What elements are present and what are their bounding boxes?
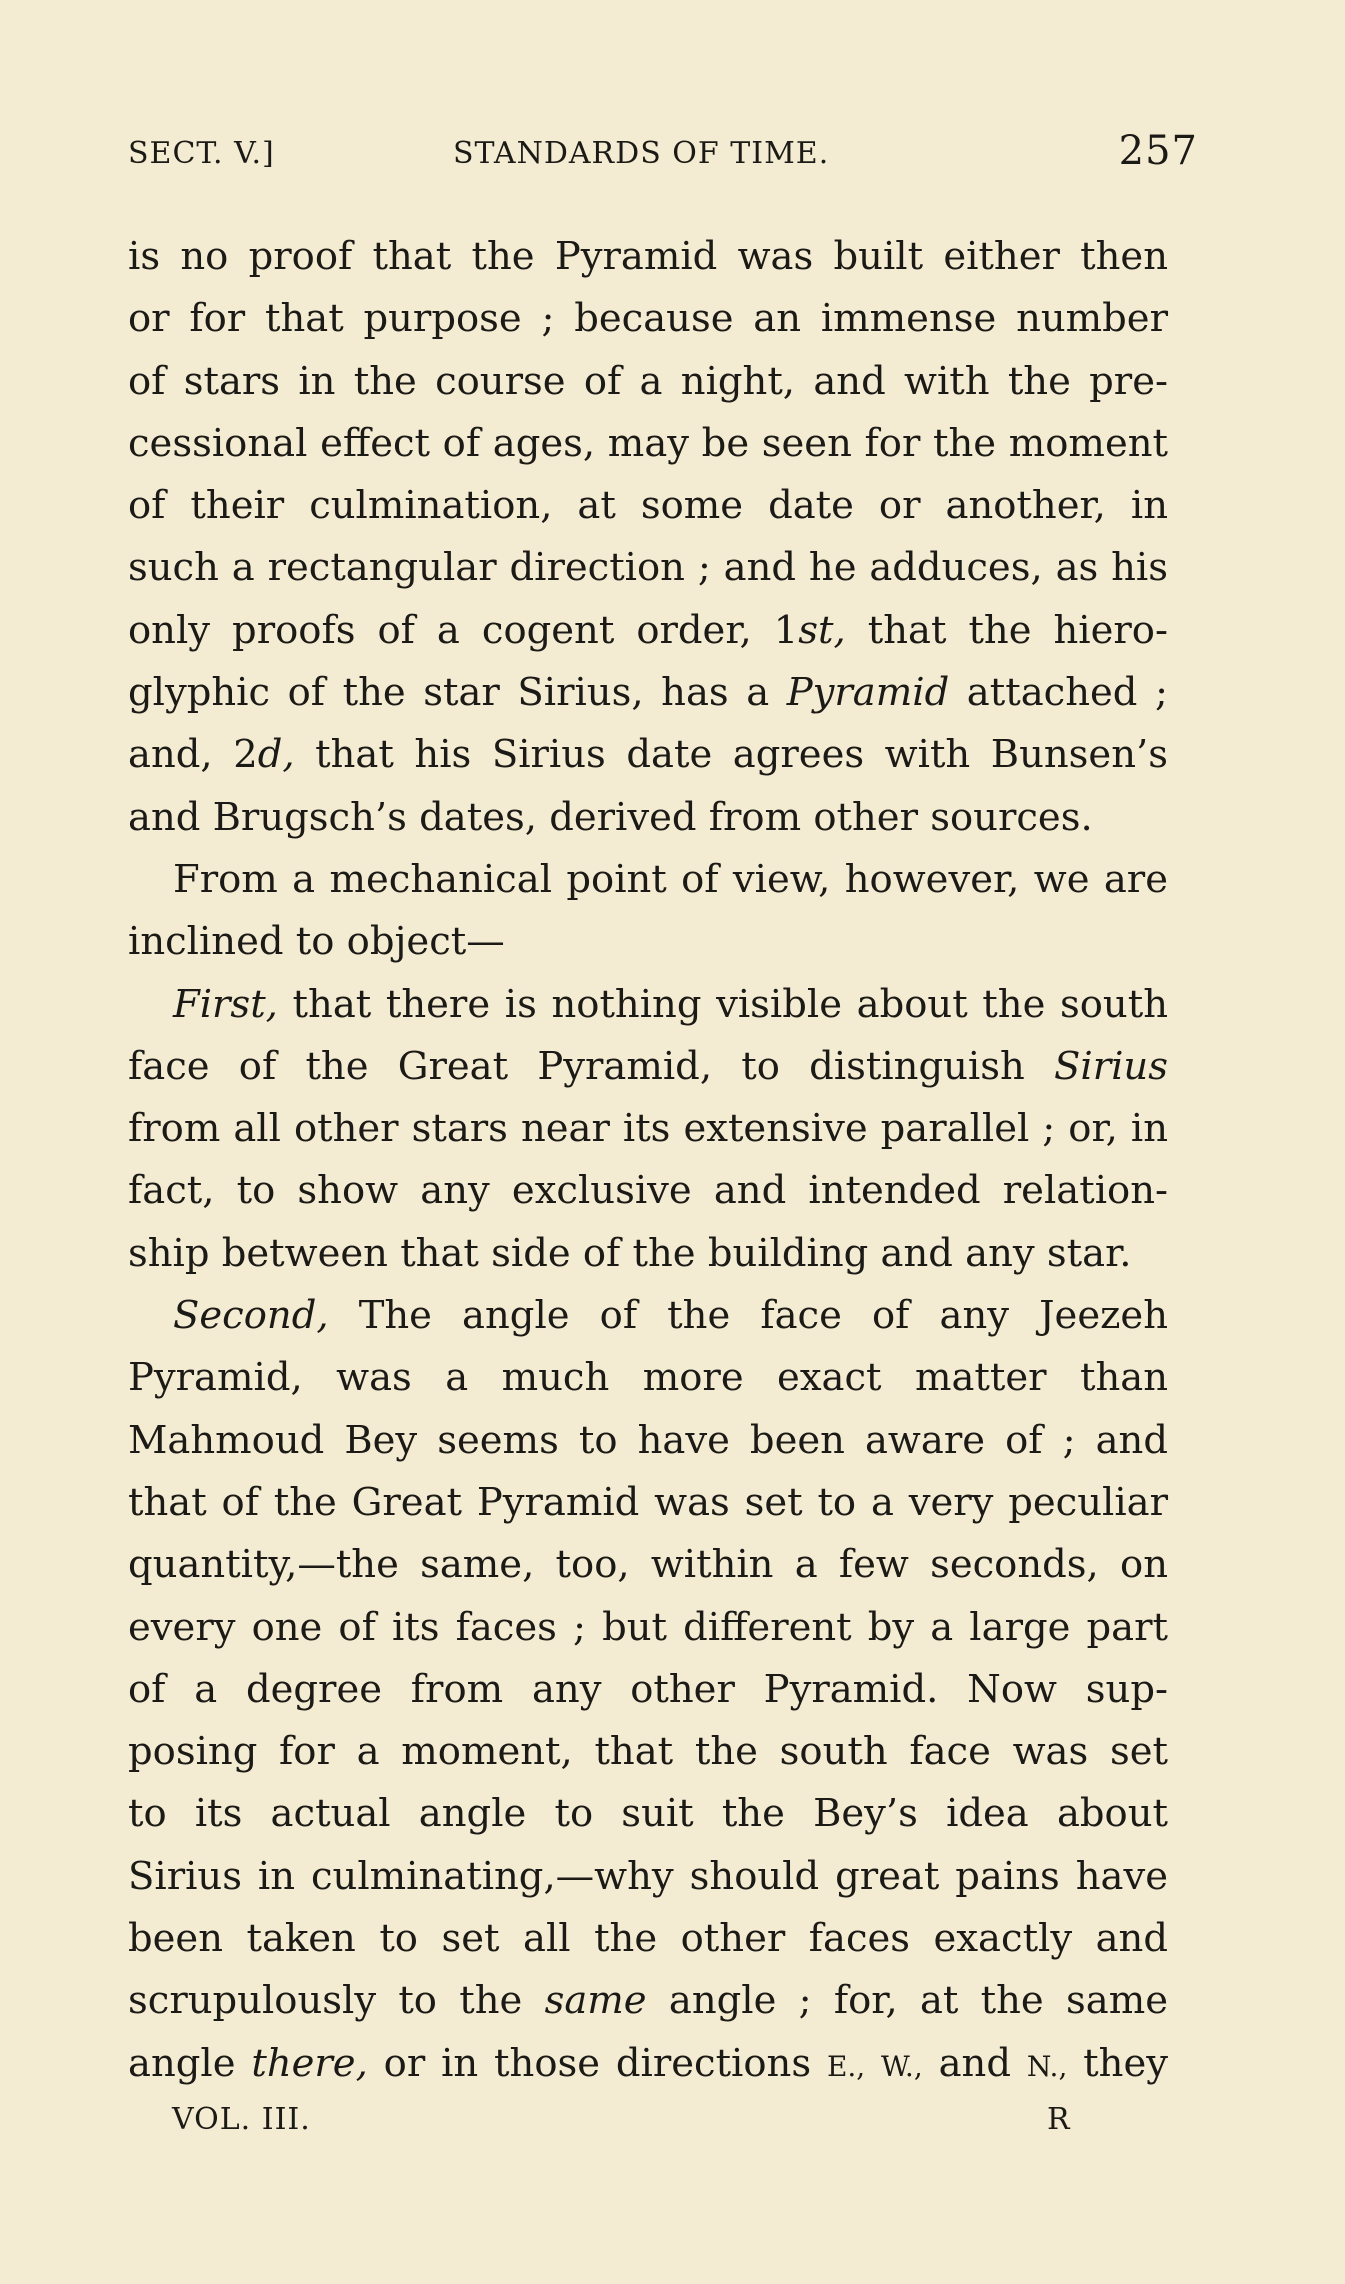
text-line: Sirius in culminating,—why should great pains have (128, 1853, 1168, 1899)
text-line: is no proof that the Pyramid was built either then (128, 234, 1168, 279)
text-line: angle there, or in those directions E., W., and N., they (128, 2040, 1168, 2086)
page-number: 257 (1118, 128, 1198, 174)
text-line: and, 2d, that his Sirius date agrees with Bunsen’s (128, 732, 1168, 778)
text-line: from all other stars near its extensive parallel ; or, in (128, 1106, 1168, 1152)
text-line: only proofs of a cogent order, 1st, that the hiero- (128, 607, 1168, 653)
text-line: such a rectangular direction ; and he adduces, as his (128, 545, 1168, 591)
text-line: From a mechanical point of view, however, we are (173, 856, 1168, 902)
text-line: cessional effect of ages, may be seen for the moment (128, 420, 1168, 466)
text-line: posing for a moment, that the south face was set (128, 1729, 1168, 1775)
text-line: of their culmination, at some date or another, in (128, 483, 1168, 529)
text-line: every one of its faces ; but different by a large part (128, 1604, 1168, 1650)
text-line: been taken to set all the other faces exactly and (128, 1916, 1168, 1962)
text-line: ship between that side of the building and any star. (128, 1230, 1132, 1276)
text-line: Pyramid, was a much more exact matter than (128, 1355, 1168, 1401)
text-line: Second, The angle of the face of any Jeezeh (173, 1293, 1168, 1339)
text-line: that of the Great Pyramid was set to a very peculiar (128, 1479, 1168, 1525)
section-label: SECT. V.] (128, 136, 275, 171)
text-line: scrupulously to the same angle ; for, at the same (128, 1978, 1168, 2024)
text-line: fact, to show any exclusive and intended relation- (128, 1168, 1168, 1214)
text-line: of a degree from any other Pyramid. Now sup- (128, 1666, 1168, 1712)
text-line: First, that there is nothing visible about the south (173, 981, 1168, 1027)
running-title: STANDARDS OF TIME. (453, 136, 830, 171)
body-text (128, 226, 1168, 2095)
text-line: glyphic of the star Sirius, has a Pyramid attached ; (128, 670, 1168, 716)
text-line: of stars in the course of a night, and with the pre- (128, 358, 1168, 404)
volume-label: VOL. III. (172, 2102, 311, 2137)
text-line: Mahmoud Bey seems to have been aware of ; and (128, 1417, 1168, 1463)
text-line: face of the Great Pyramid, to distinguish Sirius (128, 1043, 1168, 1089)
text-line: or for that purpose ; because an immense number (128, 296, 1168, 342)
text-line: to its actual angle to suit the Bey’s idea about (128, 1791, 1168, 1837)
signature-mark: R (1047, 2102, 1070, 2137)
text-line: quantity,—the same, too, within a few seconds, on (128, 1542, 1168, 1588)
running-header (128, 128, 1198, 178)
text-line: inclined to object— (128, 919, 505, 965)
text-line: and Brugsch’s dates, derived from other sources. (128, 794, 1093, 840)
